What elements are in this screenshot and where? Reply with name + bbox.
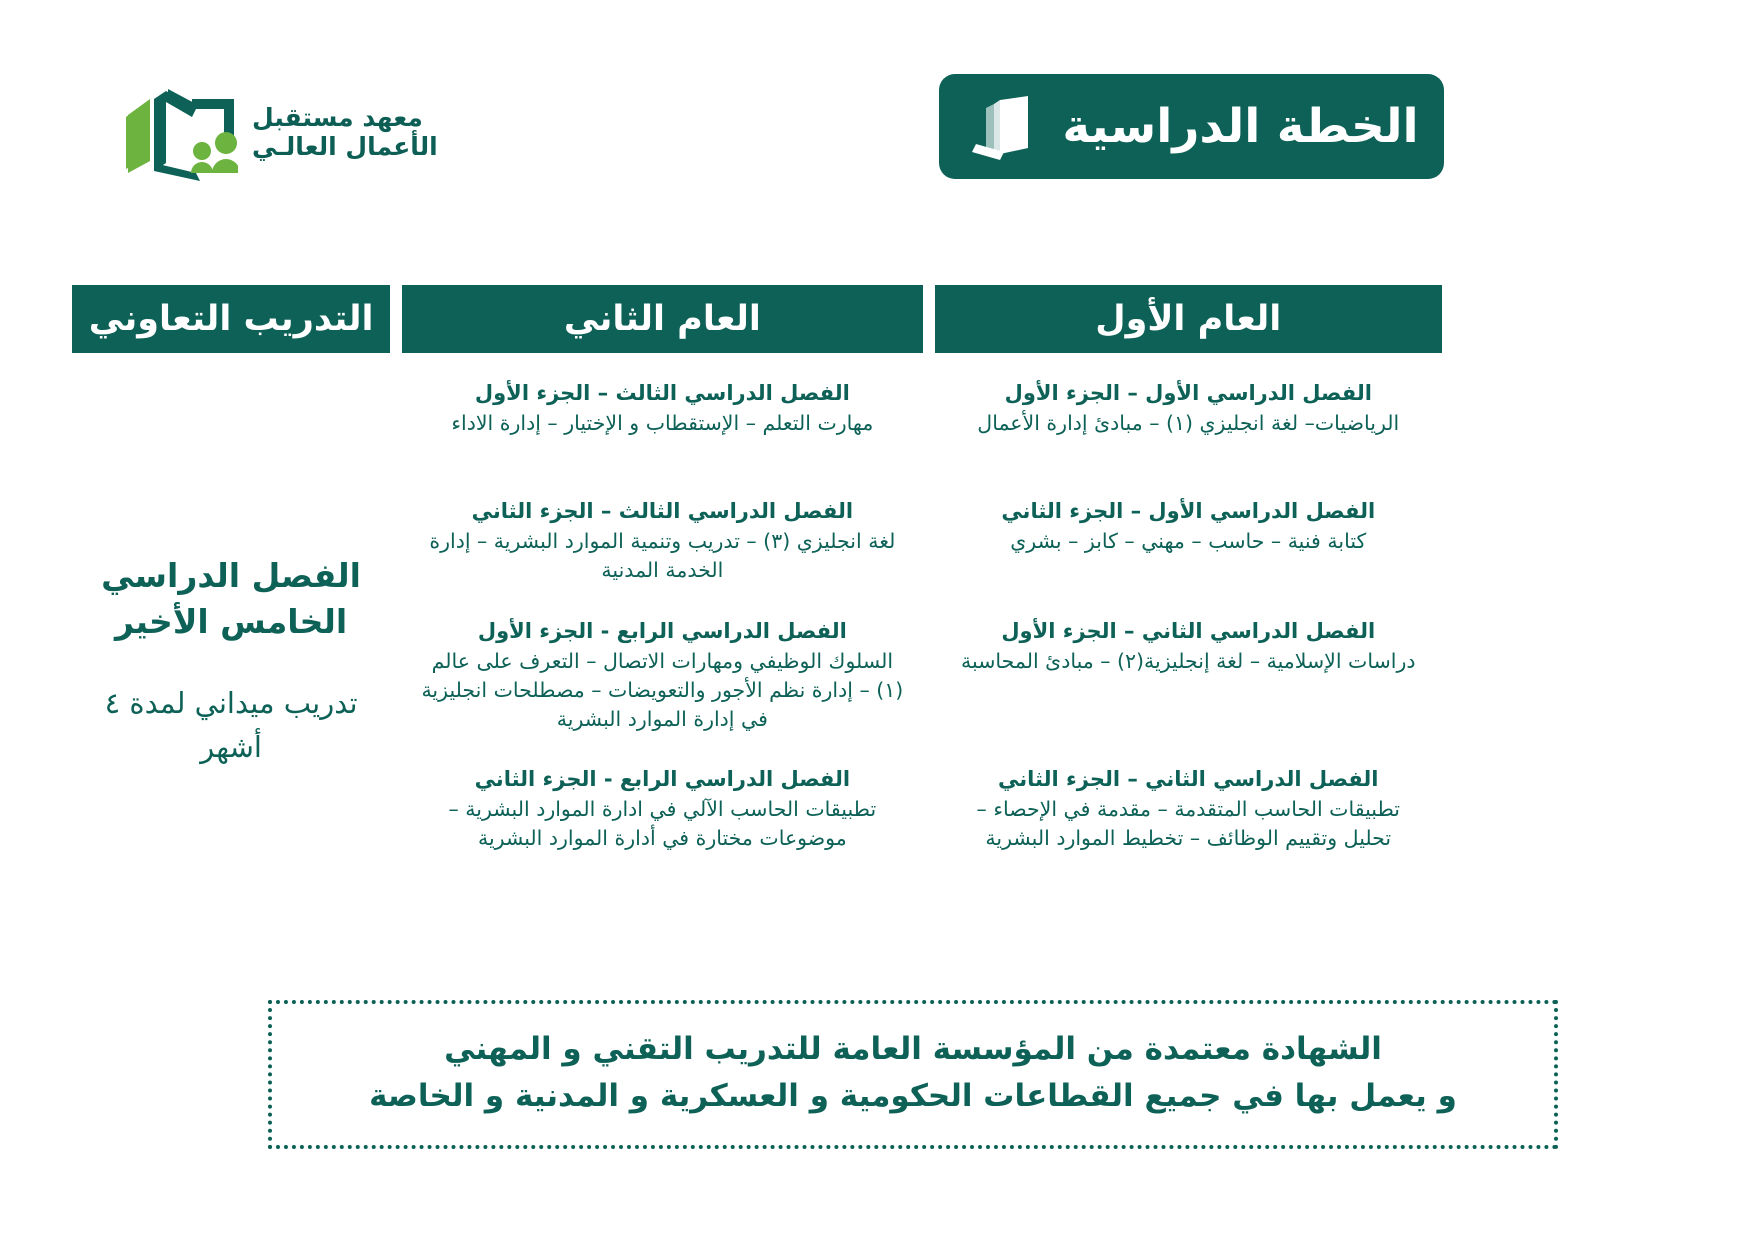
- course-list: السلوك الوظيفي ومهارات الاتصال – التعرف على عالم (١) – إدارة نظم الأجور والتعويضات – مصطلحات انجليزية في إدارة الموارد البشرية: [421, 649, 904, 731]
- institute-name-line-1: معهد مستقبل: [252, 103, 423, 132]
- coop-term-title: الفصل الدراسي الخامس الأخير: [101, 556, 361, 641]
- column-header-year-two: العام الثاني: [402, 285, 922, 353]
- page-title-banner: [939, 74, 1444, 179]
- course-list: لغة انجليزي (٣) – تدريب وتنمية الموارد البشرية – إدارة الخدمة المدنية: [429, 529, 896, 583]
- table-body: [72, 353, 1442, 891]
- certification-line-2: و يعمل بها في جميع القطاعات الحكومية و العسكرية و المدنية و الخاصة: [369, 1077, 1457, 1114]
- course-list: تطبيقات الحاسب الآلي في ادارة الموارد البشرية – موضوعات مختارة في أدارة الموارد البشرية: [448, 797, 877, 851]
- open-book-icon: [964, 90, 1036, 164]
- page-header: [0, 0, 1754, 220]
- study-plan-table: [72, 285, 1442, 891]
- table-row: [935, 603, 1442, 751]
- column-year-two: [402, 353, 922, 891]
- term-label: الفصل الدراسي الثاني – الجزء الثاني: [998, 767, 1379, 791]
- term-label: الفصل الدراسي الأول – الجزء الثاني: [1001, 499, 1376, 523]
- term-label: الفصل الدراسي الثاني – الجزء الأول: [1001, 619, 1376, 643]
- open-book-people-logo-icon: [88, 77, 238, 187]
- certification-line-1: الشهادة معتمدة من المؤسسة العامة للتدريب التقني و المهني: [444, 1031, 1382, 1067]
- course-list: كتابة فنية – حاسب – مهني – كابز – بشري: [1010, 529, 1367, 554]
- coop-training-cell: [72, 365, 390, 769]
- term-label: الفصل الدراسي الثالث – الجزء الثاني: [471, 499, 854, 523]
- column-year-one: [935, 353, 1442, 891]
- table-row: [402, 483, 922, 603]
- term-label: الفصل الدراسي الثالث – الجزء الأول: [474, 381, 850, 405]
- table-row: [402, 751, 922, 891]
- certification-banner: [268, 1000, 1558, 1149]
- coop-term-detail: تدريب ميداني لمدة ٤ أشهر: [104, 686, 358, 764]
- column-header-year-one: العام الأول: [935, 285, 1442, 353]
- course-list: دراسات الإسلامية – لغة إنجليزية(٢) – مبادئ المحاسبة: [961, 649, 1416, 674]
- term-label: الفصل الدراسي الرابع - الجزء الأول: [477, 619, 847, 643]
- table-header-row: [72, 285, 1442, 353]
- column-header-coop-training: التدريب التعاوني: [72, 285, 390, 353]
- term-label: الفصل الدراسي الأول – الجزء الأول: [1004, 381, 1372, 405]
- table-row: [402, 365, 922, 483]
- column-coop-training: [72, 353, 390, 891]
- term-label: الفصل الدراسي الرابع - الجزء الثاني: [474, 767, 851, 791]
- table-row: [935, 365, 1442, 483]
- table-row: [935, 483, 1442, 603]
- table-row: [935, 751, 1442, 891]
- table-row: [402, 603, 922, 751]
- institute-name-line-2: الأعمال العالـي: [252, 132, 438, 161]
- course-list: الرياضيات– لغة انجليزي (١) – مبادئ إدارة الأعمال: [977, 411, 1400, 436]
- course-list: تطبيقات الحاسب المتقدمة – مقدمة في الإحصاء – تحليل وتقييم الوظائف – تخطيط الموارد البشرية: [976, 797, 1400, 851]
- institute-logo: [88, 72, 488, 192]
- institute-name: [252, 103, 438, 161]
- course-list: مهارت التعلم – الإستقطاب و الإختيار – إدارة الاداء: [451, 411, 874, 436]
- page-title: الخطة الدراسية: [1062, 99, 1419, 154]
